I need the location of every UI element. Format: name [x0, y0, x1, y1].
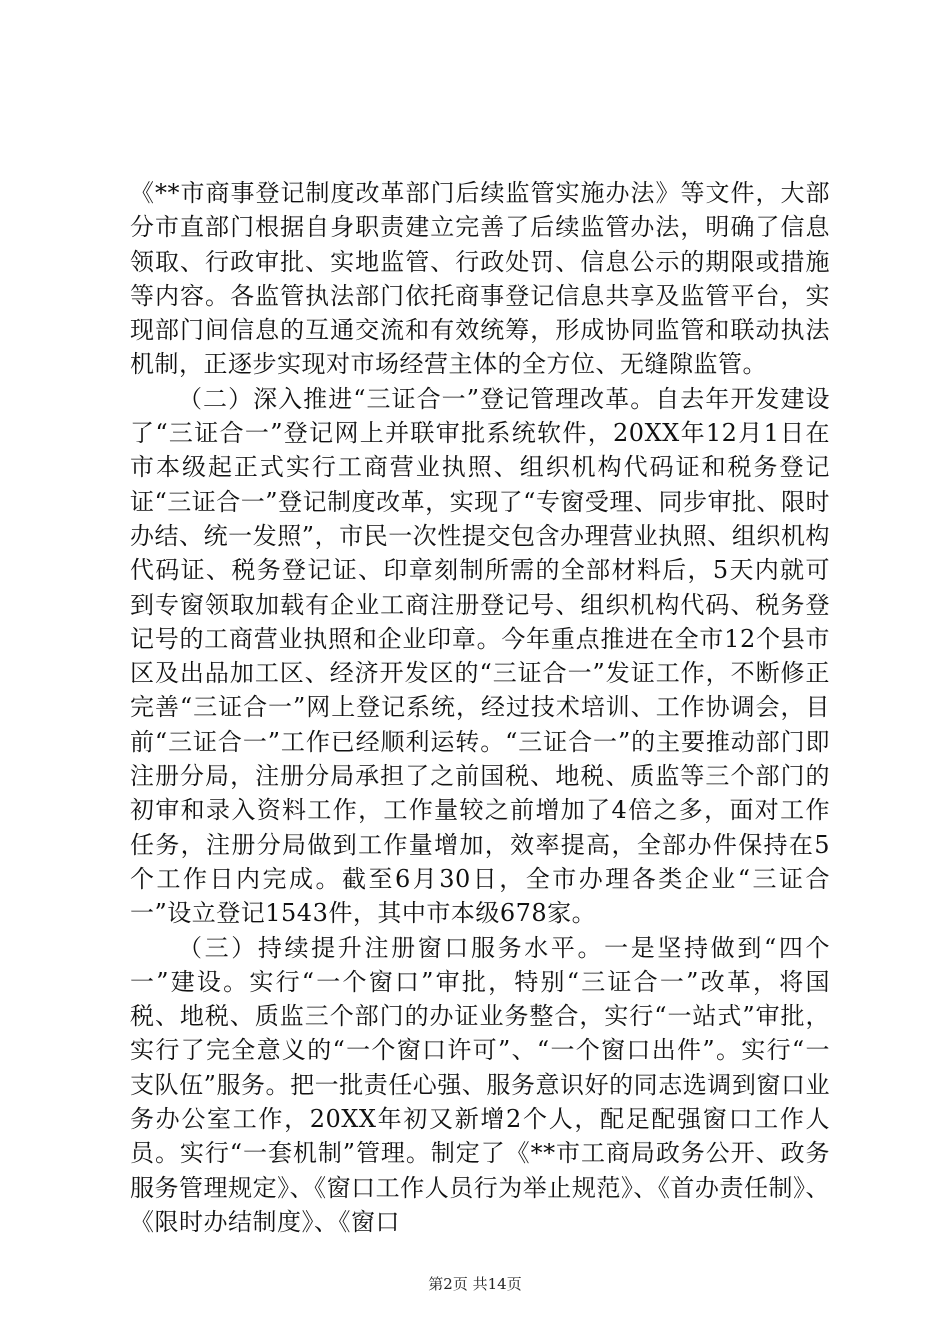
page-footer: 第2页 共14页	[428, 1275, 522, 1293]
paragraph-2: （二）深入推进“三证合一”登记管理改革。自去年开发建设了“三证合一”登记网上并联审批系统软件，20XX年12月1日在市本级起正式实行工商营业执照、组织机构代码证和税务登记证“三证合一”登记制度改革，实现了“专窗受理、同步审批、限时办结、统一发照”，市民一次性提交包含办理营业执照、组织机构代码证、税务登记证、印章刻制所需的全部材料后，5天内就可到专窗领取加载有企业工商注册登记号、组织机构代码、税务登记号的工商营业执照和企业印章。今年重点推进在全市12个县市区及出品加工区、经济开发区的“三证合一”发证工作，不断修正完善“三证合一”网上登记系统，经过技术培训、工作协调会，目前“三证合一”工作已经顺利运转。“三证合一”的主要推动部门即注册分局，注册分局承担了之前国税、地税、质监等三个部门的初审和录入资料工作，工作量较之前增加了4倍之多，面对工作任务，注册分局做到工作量增加，效率提高，全部办件保持在5个工作日内完成。截至6月30日，全市办理各类企业“三证合一”设立登记1543件，其中市本级678家。	[130, 384, 830, 928]
document-body	[130, 176, 830, 1239]
paragraph-3: （三）持续提升注册窗口服务水平。一是坚持做到“四个一”建设。实行“一个窗口”审批，特别“三证合一”改革，将国税、地税、质监三个部门的办证业务整合，实行“一站式”审批，实行了完全意义的“一个窗口许可”、“一个窗口出件”。实行“一支队伍”服务。把一批责任心强、服务意识好的同志选调到窗口业务办公室工作，20XX年初又新增2个人，配足配强窗口工作人员。实行“一套机制”管理。制定了《**市工商局政务公开、政务服务管理规定》、《窗口工作人员行为举止规范》、《首办责任制》、《限时办结制度》、《窗口	[130, 933, 830, 1236]
paragraph-1: 《**市商事登记制度改革部门后续监管实施办法》等文件，大部分市直部门根据自身职责建立完善了后续监管办法，明确了信息领取、行政审批、实地监管、行政处罚、信息公示的期限或措施等内容。各监管执法部门依托商事登记信息共享及监管平台，实现部门间信息的互通交流和有效统筹，形成协同监管和联动执法机制，正逐步实现对市场经营主体的全方位、无缝隙监管。	[130, 179, 830, 379]
